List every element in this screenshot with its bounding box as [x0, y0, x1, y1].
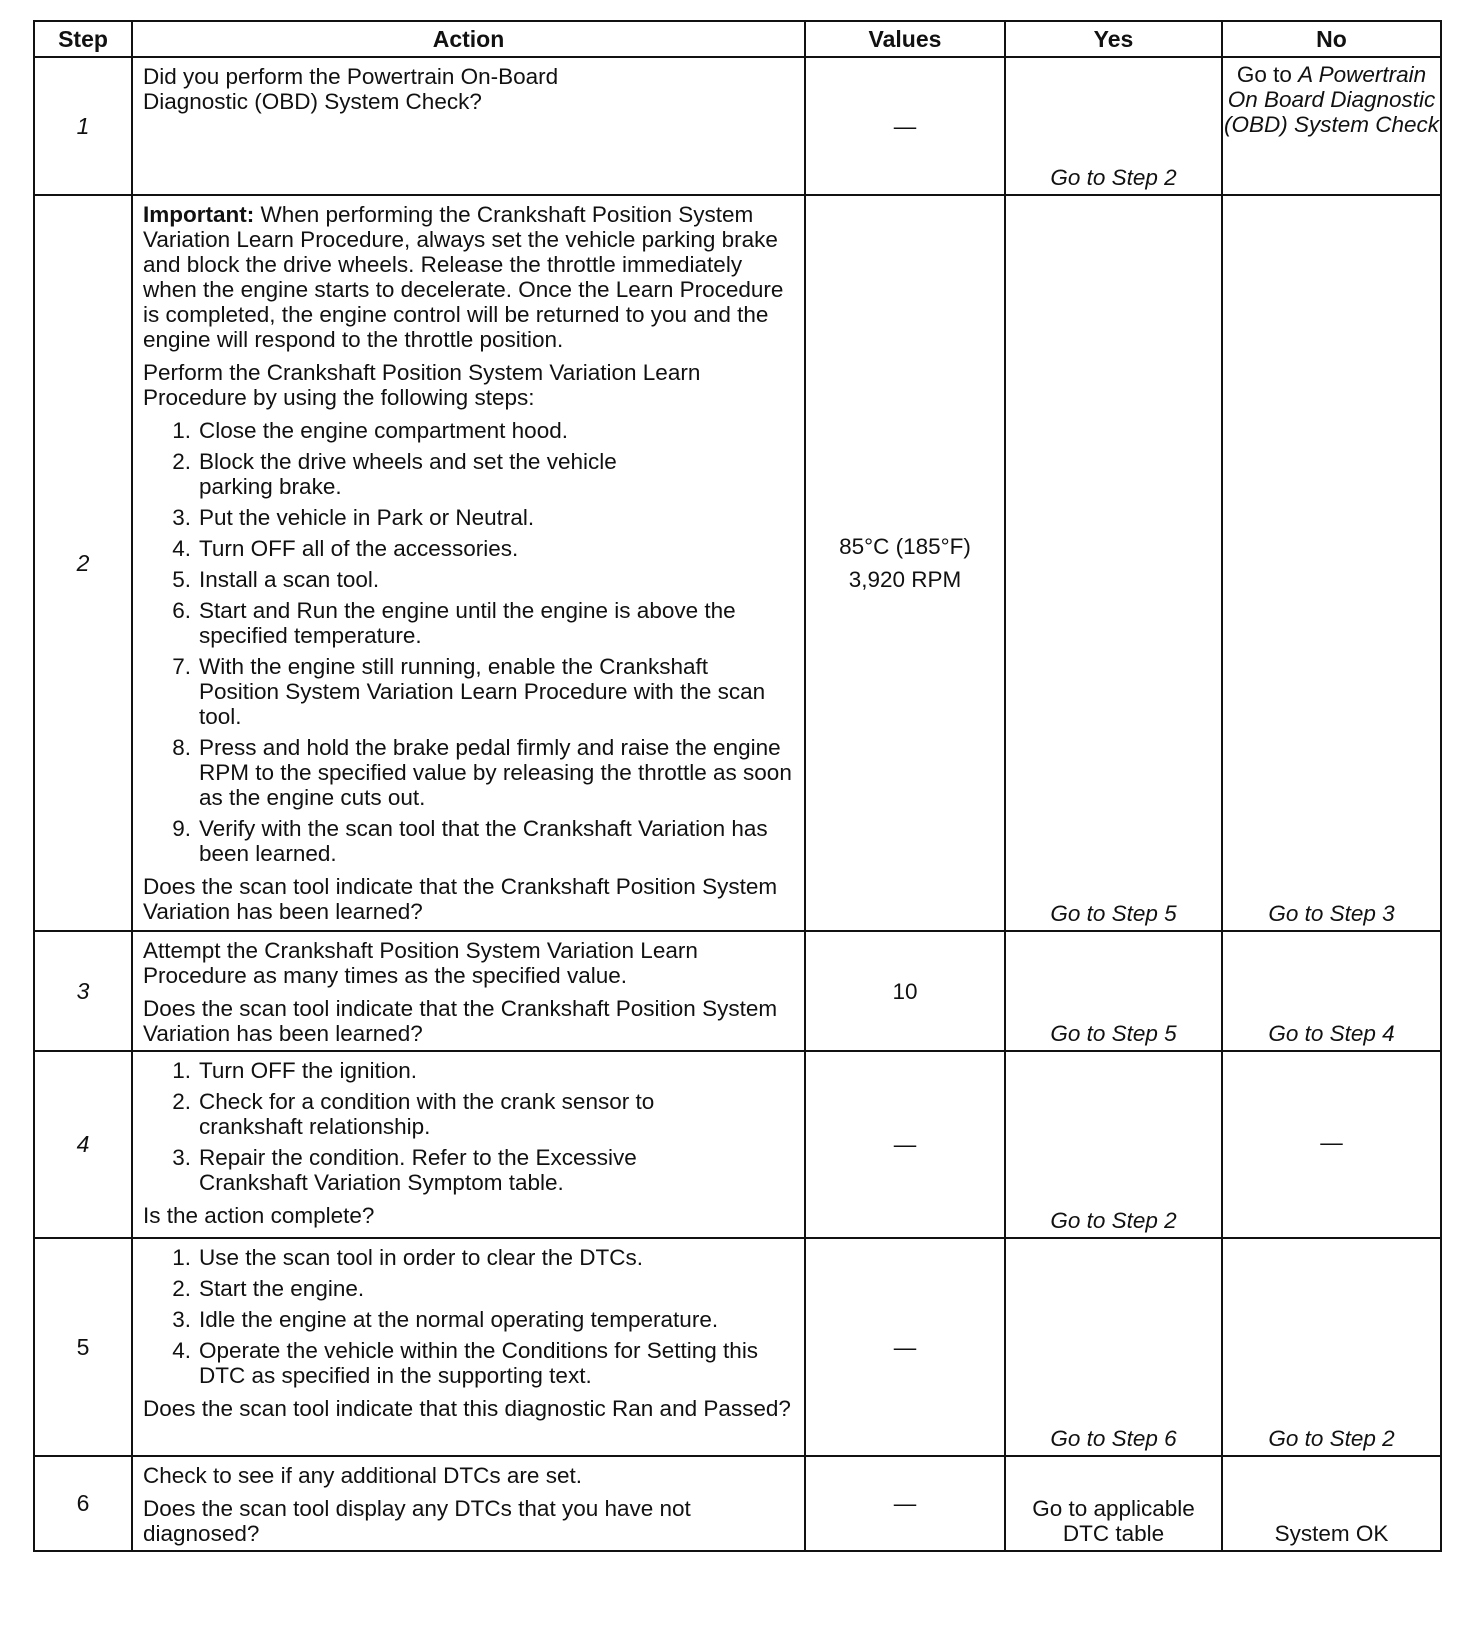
- step-number: 2: [34, 195, 132, 931]
- important-note: [143, 202, 794, 352]
- important-text: When performing the Crankshaft Position System Variation Learn Procedure, always set the vehicle parking brake and block the drive wheels. Release the throttle immediately when the engine starts to decelerate. Once the Learn Procedure is completed, the engine control will be returned to you and the engine will respond to the throttle position.: [143, 202, 784, 352]
- action-intro: Attempt the Crankshaft Position System Variation Learn Procedure as many times as the specified value.: [143, 938, 698, 988]
- list-item: 3. Repair the condition. Refer to the Excessive Crankshaft Variation Symptom table.: [172, 1145, 637, 1195]
- table-row-step-5: [34, 1238, 1441, 1456]
- table-row-step-3: [34, 931, 1441, 1051]
- step-number: 3: [34, 931, 132, 1051]
- important-label: Important:: [143, 202, 255, 227]
- question-text: Does the scan tool indicate that the Crankshaft Position System Variation has been learned?: [143, 996, 778, 1046]
- question-text: Does the scan tool display any DTCs that you have not diagnosed?: [143, 1496, 691, 1546]
- list-item: 4. Turn OFF all of the accessories.: [172, 536, 519, 561]
- table-row-step-6: [34, 1456, 1441, 1551]
- question-text: Is the action complete?: [143, 1203, 375, 1228]
- list-item: 1. Use the scan tool in order to clear the DTCs.: [172, 1245, 643, 1270]
- no-cell: System OK: [1222, 1456, 1441, 1551]
- value-rpm: 3,920 RPM: [848, 567, 962, 592]
- no-link[interactable]: A Powertrain On Board Diagnostic (OBD) System Check: [1223, 62, 1440, 137]
- header-yes: Yes: [1005, 21, 1222, 57]
- step-number: 6: [34, 1456, 132, 1551]
- list-item: 1. Turn OFF the ignition.: [172, 1058, 418, 1083]
- header-row: [34, 21, 1441, 57]
- procedure-steps: [143, 418, 794, 866]
- action-cell: [132, 57, 805, 195]
- procedure-steps: [143, 1245, 794, 1388]
- yes-cell[interactable]: Go to Step 2: [1005, 1051, 1222, 1238]
- no-cell: —: [1222, 1051, 1441, 1238]
- values-cell: [805, 195, 1005, 931]
- action-text: Did you perform the Powertrain On-Board Diagnostic (OBD) System Check?: [143, 64, 559, 114]
- header-step: Step: [34, 21, 132, 57]
- header-action: Action: [132, 21, 805, 57]
- step-number: 1: [34, 57, 132, 195]
- list-item: 5. Install a scan tool.: [172, 567, 380, 592]
- no-cell[interactable]: Go to Step 4: [1222, 931, 1441, 1051]
- yes-cell[interactable]: Go to applicable DTC table: [1005, 1456, 1222, 1551]
- value-temperature: 85°C (185°F): [839, 534, 971, 559]
- procedure-steps: [143, 1058, 794, 1195]
- action-cell: [132, 1456, 805, 1551]
- question-text: Does the scan tool indicate that the Crankshaft Position System Variation has been learned?: [143, 874, 778, 924]
- action-intro: Check to see if any additional DTCs are set.: [143, 1463, 582, 1488]
- list-item: 2. Check for a condition with the crank sensor to crankshaft relationship.: [172, 1089, 655, 1139]
- step-number: 4: [34, 1051, 132, 1238]
- list-item: 7. With the engine still running, enable the Crankshaft Position System Variation Learn Procedure with the scan tool.: [172, 654, 766, 729]
- values-cell: —: [805, 1051, 1005, 1238]
- action-cell: [132, 195, 805, 931]
- list-item: 8. Press and hold the brake pedal firmly and raise the engine RPM to the specified value by releasing the throttle as soon as the engine cuts out.: [172, 735, 792, 810]
- diagnostic-table: [33, 20, 1442, 1552]
- action-cell: [132, 931, 805, 1051]
- action-cell: [132, 1051, 805, 1238]
- list-item: 2. Start the engine.: [172, 1276, 365, 1301]
- list-item: 2. Block the drive wheels and set the vehicle parking brake.: [172, 449, 617, 499]
- yes-cell[interactable]: Go to Step 5: [1005, 931, 1222, 1051]
- values-cell: —: [805, 1238, 1005, 1456]
- list-item: 3. Idle the engine at the normal operating temperature.: [172, 1307, 719, 1332]
- no-prefix: Go to: [1236, 62, 1299, 87]
- values-cell: 10: [805, 931, 1005, 1051]
- procedure-intro: Perform the Crankshaft Position System Variation Learn Procedure by using the following steps:: [143, 360, 701, 410]
- no-cell[interactable]: Go to Step 2: [1222, 1238, 1441, 1456]
- values-cell: —: [805, 57, 1005, 195]
- action-cell: [132, 1238, 805, 1456]
- values-cell: —: [805, 1456, 1005, 1551]
- list-item: 1. Close the engine compartment hood.: [172, 418, 568, 443]
- table-row-step-4: [34, 1051, 1441, 1238]
- header-no: No: [1222, 21, 1441, 57]
- table-row-step-2: [34, 195, 1441, 931]
- list-item: 9. Verify with the scan tool that the Crankshaft Variation has been learned.: [172, 816, 768, 866]
- yes-cell[interactable]: Go to Step 5: [1005, 195, 1222, 931]
- no-cell[interactable]: [1222, 57, 1441, 195]
- table-row-step-1: [34, 57, 1441, 195]
- yes-cell[interactable]: Go to Step 6: [1005, 1238, 1222, 1456]
- question-text: Does the scan tool indicate that this diagnostic Ran and Passed?: [143, 1396, 791, 1421]
- no-cell[interactable]: Go to Step 3: [1222, 195, 1441, 931]
- step-number: 5: [34, 1238, 132, 1456]
- list-item: 4. Operate the vehicle within the Conditions for Setting this DTC as specified in the supporting text.: [172, 1338, 759, 1388]
- header-values: Values: [805, 21, 1005, 57]
- list-item: 3. Put the vehicle in Park or Neutral.: [172, 505, 535, 530]
- list-item: 6. Start and Run the engine until the engine is above the specified temperature.: [172, 598, 736, 648]
- yes-cell[interactable]: Go to Step 2: [1005, 57, 1222, 195]
